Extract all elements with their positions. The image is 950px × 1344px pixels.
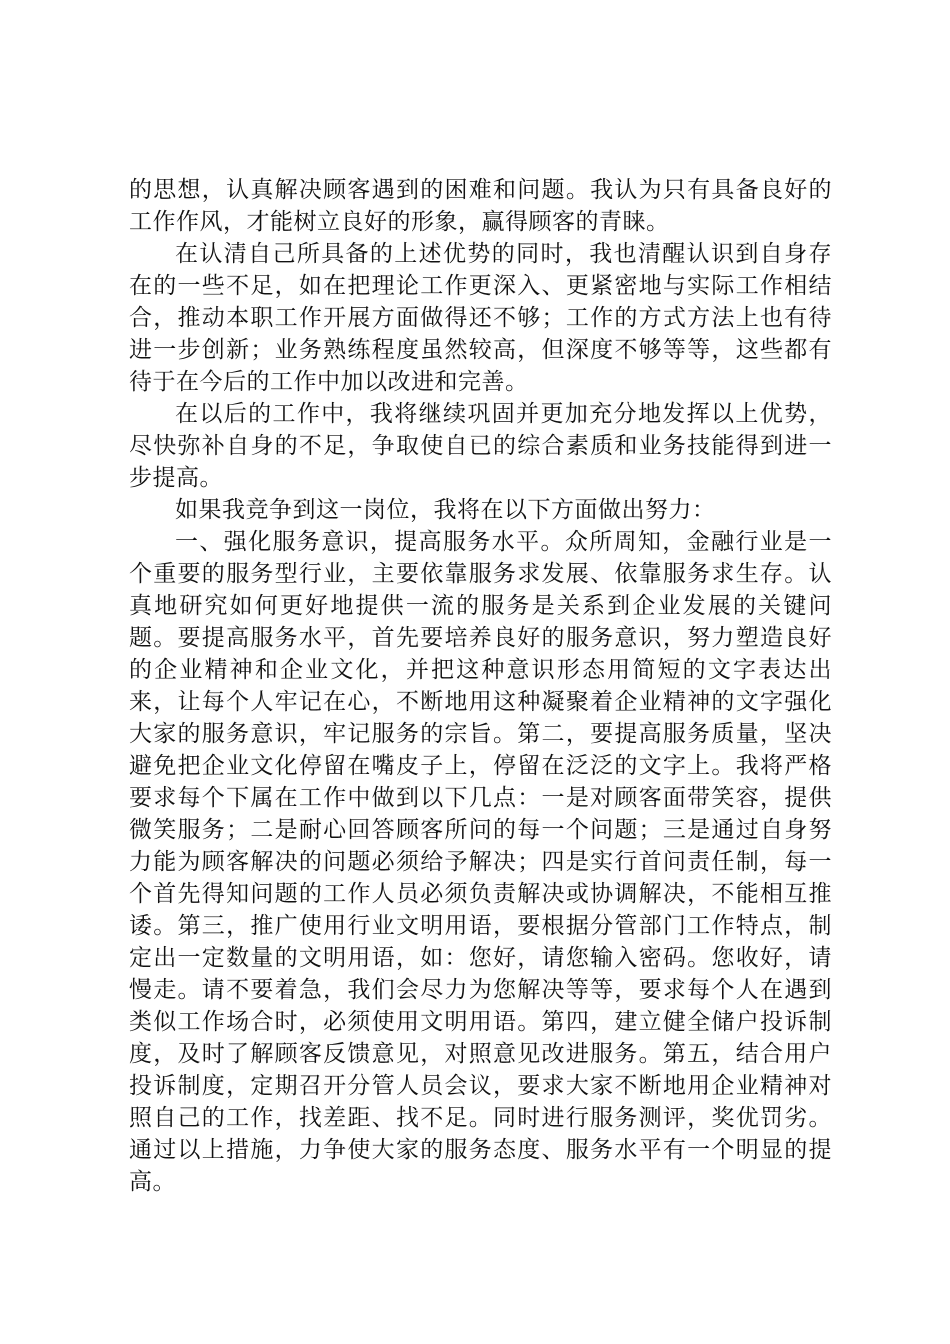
document-page [129,174,832,1198]
paragraph-commitment-intro: 如果我竞争到这一岗位，我将在以下方面做出努力： [175,497,716,523]
paragraph-shortcomings: 在认清自己所具备的上述优势的同时，我也清醒认识到自身存在的一些不足，如在把理论工作更深入、更紧密地与实际工作相结合，推动本职工作开展方面做得还不够；工作的方式方法上也有待进一步创新；业务熟练程度虽然较高，但深度不够等等，这些都有待于在今后的工作中加以改进和完善。 [129,241,832,395]
paragraph-service-awareness: 一、强化服务意识，提高服务水平。众所周知，金融行业是一个重要的服务型行业，主要依靠服务求发展、依靠服务求生存。认真地研究如何更好地提供一流的服务是关系到企业发展的关键问题。要提高服务水平，首先要培养良好的服务意识，努力塑造良好的企业精神和企业文化，并把这种意识形态用简短的文字表达出来，让每个人牢记在心，不断地用这种凝聚着企业精神的文字强化大家的服务意识，牢记服务的宗旨。第二，要提高服务质量，坚决避免把企业文化停留在嘴皮子上，停留在泛泛的文字上。我将严格要求每个下属在工作中做到以下几点：一是对顾客面带笑容，提供微笑服务；二是耐心回答顾客所问的每一个问题；三是通过自身努力能为顾客解决的问题必须给予解决；四是实行首问责任制，每一个首先得知问题的工作人员必须负责解决或协调解决，不能相互推诿。第三，推广使用行业文明用语，要根据分管部门工作特点，制定出一定数量的文明用语，如：您好，请您输入密码。您收好，请慢走。请不要着急，我们会尽力为您解决等等，要求每个人在遇到类似工作场合时，必须使用文明用语。第四，建立健全储户投诉制度，及时了解顾客反馈意见，对照意见改进服务。第五，结合用户投诉制度，定期召开分管人员会议，要求大家不断地用企业精神对照自己的工作，找差距、找不足。同时进行服务测评，奖优罚劣。通过以上措施，力争使大家的服务态度、服务水平有一个明显的提高。 [129,529,832,1195]
paragraph-future-work: 在以后的工作中，我将继续巩固并更加充分地发挥以上优势，尽快弥补自身的不足，争取使自已的综合素质和业务技能得到进一步提高。 [129,401,832,491]
paragraph-continuation: 的思想，认真解决顾客遇到的困难和问题。我认为只有具备良好的工作作风，才能树立良好的形象，赢得顾客的青睐。 [129,177,832,235]
